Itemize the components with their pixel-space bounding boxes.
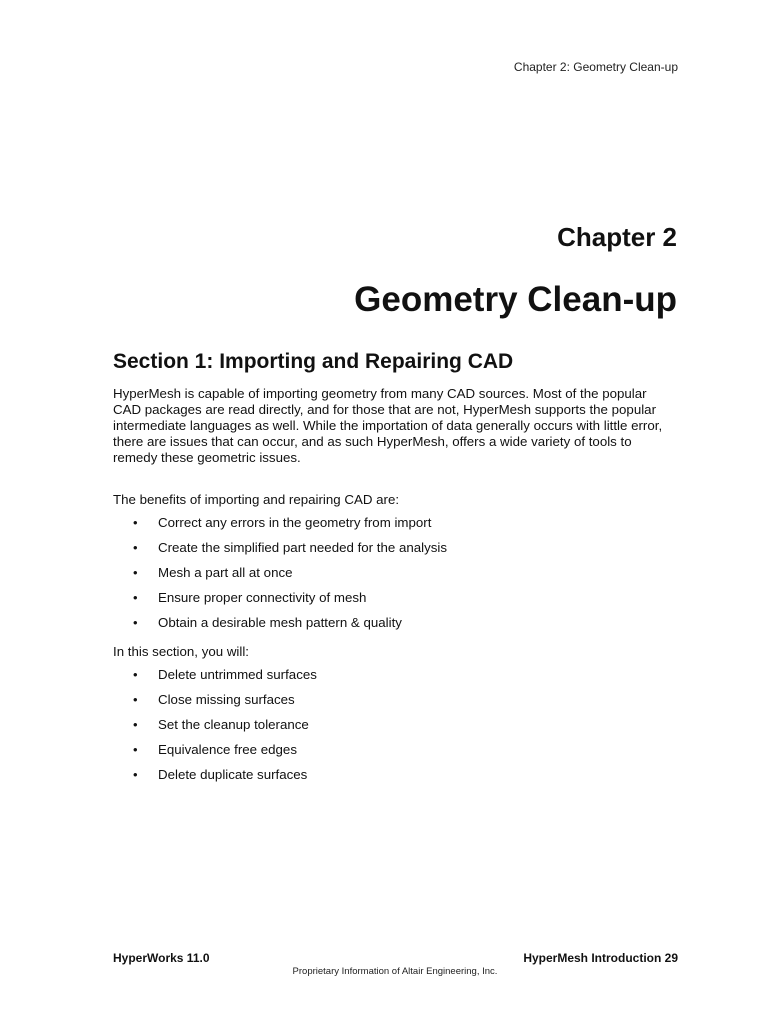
- chapter-number: Chapter 2: [557, 222, 677, 252]
- footer-page-label: HyperMesh Introduction 29: [523, 951, 678, 965]
- tasks-lead: In this section, you will:: [113, 644, 249, 659]
- list-item-text: Obtain a desirable mesh pattern & quality: [158, 615, 402, 630]
- list-item: [133, 715, 678, 740]
- section-content: [113, 350, 678, 796]
- intro-paragraph: HyperMesh is capable of importing geometry from many CAD sources. Most of the popular CAD packages are read directly, and for those that are not, HyperMesh supports the popular intermediate languages as well. While the importation of data generally occurs with little error, there are issues that can occur, and as such HyperMesh, offers a wide variety of tools to remedy these geometric issues.: [113, 386, 663, 465]
- list-item: [133, 690, 678, 715]
- chapter-title: Geometry Clean-up: [354, 280, 677, 319]
- bullet-icon: •: [133, 692, 138, 707]
- bullet-icon: •: [133, 742, 138, 757]
- list-item-text: Delete duplicate surfaces: [158, 767, 308, 782]
- bullet-icon: •: [133, 667, 138, 682]
- list-item: [133, 765, 678, 790]
- bullet-icon: •: [133, 540, 138, 555]
- list-item-text: Delete untrimmed surfaces: [158, 667, 317, 682]
- section-title: Section 1: Importing and Repairing CAD: [113, 350, 514, 373]
- bullet-icon: •: [133, 515, 138, 530]
- list-item-text: Set the cleanup tolerance: [158, 717, 309, 732]
- list-item-text: Close missing surfaces: [158, 692, 295, 707]
- list-item: [133, 665, 678, 690]
- list-item: [133, 538, 678, 563]
- benefits-list: [113, 513, 678, 638]
- list-item: [133, 740, 678, 765]
- running-header: Chapter 2: Geometry Clean-up: [513, 60, 678, 74]
- bullet-icon: •: [133, 615, 138, 630]
- footer-proprietary-notice: Proprietary Information of Altair Engineering, Inc.: [292, 966, 498, 977]
- list-item: [133, 563, 678, 588]
- bullet-icon: •: [133, 590, 138, 605]
- bullet-icon: •: [133, 717, 138, 732]
- bullet-icon: •: [133, 767, 138, 782]
- list-item-text: Equivalence free edges: [158, 742, 297, 757]
- list-item: [133, 513, 678, 538]
- footer-product: HyperWorks 11.0: [113, 951, 210, 965]
- benefits-lead: The benefits of importing and repairing CAD are:: [113, 492, 400, 507]
- list-item-text: Mesh a part all at once: [158, 565, 293, 580]
- list-item: [133, 588, 678, 613]
- list-item-text: Ensure proper connectivity of mesh: [158, 590, 367, 605]
- list-item-text: Create the simplified part needed for the analysis: [158, 540, 447, 555]
- bullet-icon: •: [133, 565, 138, 580]
- list-item: [133, 613, 678, 638]
- list-item-text: Correct any errors in the geometry from import: [158, 515, 432, 530]
- tasks-list: [113, 665, 678, 790]
